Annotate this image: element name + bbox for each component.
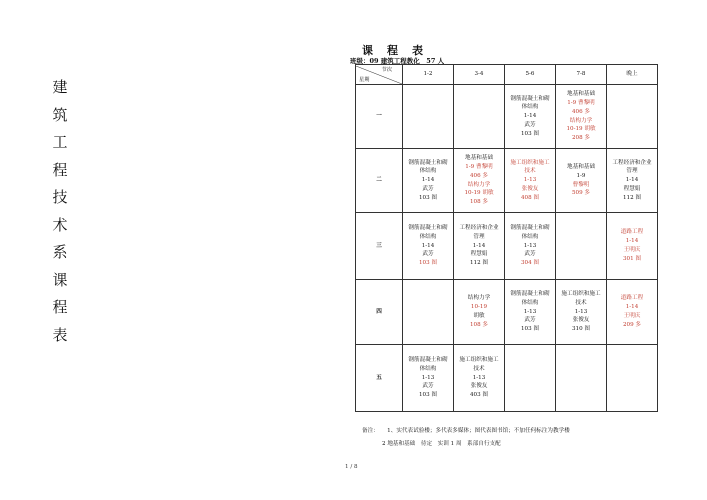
course-line: 10-19 胡敏 bbox=[464, 190, 494, 197]
course-line: 曹黎明 bbox=[572, 181, 590, 188]
course-cell bbox=[556, 345, 607, 412]
course-cell bbox=[403, 85, 454, 149]
course-line: 胡敏 bbox=[473, 313, 485, 319]
course-cell bbox=[607, 149, 658, 213]
vertical-title-char: 程 bbox=[52, 298, 68, 316]
course-line: 工程经济和企业 bbox=[612, 159, 652, 166]
course-cell bbox=[607, 213, 658, 280]
course-line: 1-14 bbox=[625, 304, 639, 311]
course-line: 程慧娟 bbox=[470, 251, 488, 258]
vertical-title-char: 课 bbox=[52, 270, 68, 289]
course-line: 武芳 bbox=[422, 251, 434, 258]
course-cell bbox=[505, 345, 556, 412]
course-line: 武芳 bbox=[524, 251, 536, 258]
period-header: 晚上 bbox=[607, 65, 658, 85]
period-header: 3-4 bbox=[454, 65, 505, 85]
course-cell bbox=[403, 213, 454, 280]
course-cell bbox=[556, 85, 607, 149]
course-line: 钢筋混凝土和砌 bbox=[408, 357, 448, 363]
course-cell bbox=[403, 149, 454, 213]
course-line: 1-13 bbox=[421, 374, 435, 381]
course-line: 体结构 bbox=[419, 233, 437, 240]
course-line: 1-9 曹黎明 bbox=[465, 163, 493, 170]
course-line: 1-14 bbox=[421, 177, 435, 184]
course-line: 结构力学 bbox=[467, 295, 491, 302]
course-cell bbox=[454, 149, 505, 213]
course-line: 体结构 bbox=[521, 299, 539, 306]
course-line: 地基和基础 bbox=[567, 163, 595, 170]
course-cell bbox=[454, 280, 505, 345]
course-line: 张俊友 bbox=[572, 317, 590, 324]
course-line: 工程经济和企业 bbox=[459, 225, 499, 231]
day-row bbox=[356, 213, 658, 280]
header-row bbox=[356, 65, 658, 85]
course-cell bbox=[556, 213, 607, 280]
period-header: 5-6 bbox=[505, 65, 556, 85]
course-cell bbox=[505, 213, 556, 280]
course-line: 103 图 bbox=[418, 194, 438, 201]
course-line: 钢筋混凝土和砌 bbox=[510, 95, 550, 102]
vertical-title-char: 技 bbox=[52, 188, 68, 206]
course-line: 武芳 bbox=[422, 383, 434, 390]
course-line: 程慧娟 bbox=[623, 185, 641, 192]
course-line: 112 图 bbox=[469, 260, 489, 267]
course-line: 施工组织和施工 bbox=[510, 159, 550, 166]
day-row bbox=[356, 280, 658, 345]
course-line: 1-14 bbox=[625, 177, 639, 184]
schedule-table bbox=[355, 64, 658, 412]
corner-cell bbox=[356, 65, 403, 85]
vertical-title-char: 工 bbox=[52, 133, 68, 151]
course-line: 管理 bbox=[626, 168, 638, 175]
course-line: 304 图 bbox=[520, 260, 540, 267]
course-line: 武芳 bbox=[524, 317, 536, 324]
vertical-title-char: 术 bbox=[52, 215, 68, 234]
vertical-title-char: 筑 bbox=[52, 105, 68, 124]
period-header: 7-8 bbox=[556, 65, 607, 85]
course-line: 技术 bbox=[575, 299, 587, 306]
course-line: 张俊友 bbox=[470, 383, 488, 390]
course-line: 施工组织和施工 bbox=[459, 357, 499, 363]
course-line: 结构力学 bbox=[467, 181, 491, 188]
course-line: 1-13 bbox=[523, 308, 537, 315]
course-line: 112 图 bbox=[622, 194, 642, 201]
course-line: 钢筋混凝土和砌 bbox=[408, 159, 448, 166]
course-line: 310 图 bbox=[571, 326, 591, 333]
course-line: 10-19 bbox=[470, 304, 488, 311]
corner-day-label: 星期 bbox=[359, 76, 370, 83]
course-line: 体结构 bbox=[419, 168, 437, 175]
course-line: 张俊友 bbox=[521, 185, 539, 192]
course-line: 钢筋混凝土和砌 bbox=[510, 225, 550, 231]
course-line: 施工组织和施工 bbox=[561, 291, 601, 297]
course-line: 108 多 bbox=[469, 199, 489, 206]
course-cell bbox=[607, 280, 658, 345]
note-line-2: 2 地基和基础 待定 实训 1 周 系部自行支配 bbox=[382, 441, 501, 447]
course-line: 209 多 bbox=[622, 321, 642, 328]
course-cell bbox=[454, 345, 505, 412]
course-cell bbox=[607, 345, 658, 412]
course-line: 王明庆 bbox=[623, 247, 641, 253]
day-label: 二 bbox=[356, 149, 403, 213]
course-line: 1-9 曹黎明 bbox=[567, 99, 595, 106]
day-label: 五 bbox=[356, 345, 403, 412]
day-row bbox=[356, 345, 658, 412]
course-cell bbox=[403, 280, 454, 345]
course-line: 1-13 bbox=[472, 374, 486, 381]
course-line: 体结构 bbox=[521, 233, 539, 240]
vertical-title-char: 系 bbox=[52, 243, 68, 261]
course-line: 406 多 bbox=[469, 172, 489, 179]
course-cell bbox=[454, 213, 505, 280]
course-line: 108 多 bbox=[469, 321, 489, 328]
course-cell bbox=[505, 85, 556, 149]
day-label: 三 bbox=[356, 213, 403, 280]
course-line: 103 图 bbox=[520, 130, 540, 137]
course-cell bbox=[556, 149, 607, 213]
course-line: 武芳 bbox=[422, 185, 434, 192]
course-cell bbox=[607, 85, 658, 149]
course-line: 408 图 bbox=[520, 194, 540, 201]
course-cell bbox=[454, 85, 505, 149]
vertical-title bbox=[48, 74, 72, 349]
course-line: 技术 bbox=[524, 168, 536, 175]
course-cell bbox=[505, 280, 556, 345]
day-label: 一 bbox=[356, 85, 403, 149]
note-line-1: 备注： 1、实代表试验楼；多代表多媒体；图代表图书馆；不加任何标注为教学楼 bbox=[362, 428, 570, 434]
course-line: 武芳 bbox=[524, 121, 536, 128]
course-line: 王明庆 bbox=[623, 313, 641, 319]
course-line: 103 图 bbox=[520, 326, 540, 333]
period-header: 1-2 bbox=[403, 65, 454, 85]
course-line: 道路工程 bbox=[620, 295, 644, 302]
course-line: 1-9 bbox=[576, 172, 586, 179]
course-line: 体结构 bbox=[521, 104, 539, 111]
course-line: 301 图 bbox=[622, 255, 642, 262]
course-line: 体结构 bbox=[419, 365, 437, 372]
page-number: 1 / 8 bbox=[345, 464, 358, 470]
course-line: 道路工程 bbox=[620, 229, 644, 236]
course-line: 地基和基础 bbox=[567, 91, 595, 98]
course-line: 1-14 bbox=[625, 238, 639, 245]
course-line: 1-13 bbox=[574, 308, 588, 315]
course-line: 208 多 bbox=[571, 135, 591, 142]
course-cell bbox=[505, 149, 556, 213]
course-line: 406 多 bbox=[571, 108, 591, 115]
course-line: 1-13 bbox=[523, 177, 537, 184]
vertical-title-char: 表 bbox=[52, 325, 68, 344]
course-line: 结构力学 bbox=[569, 117, 593, 124]
course-cell bbox=[403, 345, 454, 412]
course-line: 1-14 bbox=[523, 113, 537, 120]
course-line: 技术 bbox=[473, 365, 485, 372]
day-row bbox=[356, 85, 658, 149]
day-label: 四 bbox=[356, 280, 403, 345]
course-line: 509 多 bbox=[571, 190, 591, 197]
course-line: 103 图 bbox=[418, 260, 438, 267]
course-line: 403 图 bbox=[469, 392, 489, 399]
course-line: 103 图 bbox=[418, 392, 438, 399]
course-line: 地基和基础 bbox=[465, 155, 493, 162]
corner-period-label: 节次 bbox=[381, 66, 392, 73]
course-line: 10-19 胡敏 bbox=[566, 126, 596, 133]
course-line: 1-14 bbox=[421, 242, 435, 249]
course-line: 1-14 bbox=[472, 242, 486, 249]
course-line: 钢筋混凝土和砌 bbox=[510, 291, 550, 297]
page-title: 课程表 bbox=[362, 44, 437, 57]
course-cell bbox=[556, 280, 607, 345]
course-line: 管理 bbox=[473, 233, 485, 240]
class-info: 班级：09 建筑工程教化 57 人 bbox=[350, 57, 445, 65]
day-row bbox=[356, 149, 658, 213]
course-line: 钢筋混凝土和砌 bbox=[408, 225, 448, 231]
vertical-title-char: 程 bbox=[52, 160, 68, 179]
vertical-title-char: 建 bbox=[52, 78, 68, 96]
course-line: 1-13 bbox=[523, 242, 537, 249]
